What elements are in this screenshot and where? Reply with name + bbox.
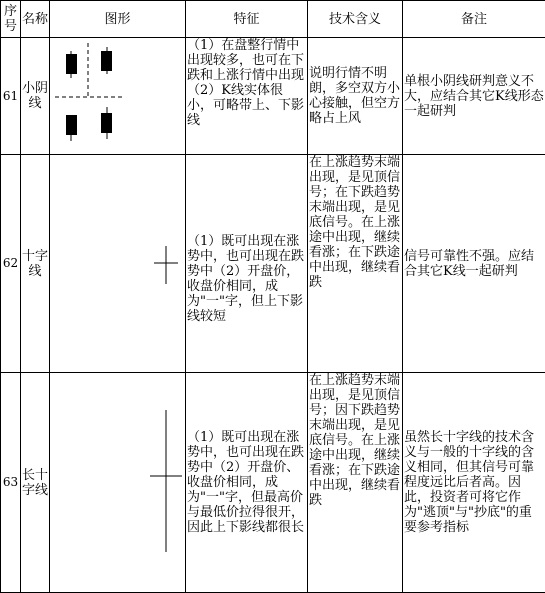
header-name: 名称 <box>21 1 50 38</box>
row-remark: 虽然长十字线的技术含义与一般的十字线的含义相同，但其信号可靠程度远比后者高。因此，投资者可将它作为"逃顶"与"抄底"的重要参考指标 <box>403 373 545 593</box>
header-remark: 备注 <box>403 1 545 38</box>
doji-cross-icon <box>50 155 186 373</box>
row-feature: （1）在盘整行情中出现较多，也可在下跌和上涨行情中出现（2）K线实体很小，可略带上、下影线 <box>186 38 308 155</box>
table-row <box>1 155 545 373</box>
row-remark: 单根小阴线研判意义不大，应结合其它K线形态一起研判 <box>403 38 545 155</box>
header-row <box>1 1 545 38</box>
header-figure: 图形 <box>50 1 186 38</box>
row-name: 十字线 <box>21 155 50 373</box>
row-meaning: 说明行情不明朗，多空双方小心接触，但空方略占上风 <box>308 38 403 155</box>
row-seq: 62 <box>1 155 21 373</box>
long-legged-doji-icon <box>50 373 186 593</box>
row-meaning: 在上涨趋势末端出现，是见顶信号；在下跌趋势末端出现，是见底信号。在上涨途中出现，继续看涨；在下跌途中出现，继续看跌 <box>308 155 403 373</box>
row-feature: （1）既可出现在涨势中，也可出现在跌势中（2）开盘价，收盘价相同，成为"一"字，但上下影线较短 <box>186 155 308 373</box>
row-meaning: 在上涨趋势末端出现，是见顶信号；因下跌趋势末端出现，是见底信号。在上涨途中出现，继续看涨；在下跌途中出现，继续看跌 <box>308 373 403 593</box>
row-seq: 63 <box>1 373 21 593</box>
table-row <box>1 38 545 155</box>
header-feature: 特征 <box>186 1 308 38</box>
row-name: 长十字线 <box>21 373 50 593</box>
row-seq: 61 <box>1 38 21 155</box>
header-seq: 序号 <box>1 1 21 38</box>
row-feature: （1）既可出现在涨势中，也可出现在跌势中（2）开盘价、收盘价相同，成为"一"字，但最高价与最低价拉得很开，因此上下影线都很长 <box>186 373 308 593</box>
table-row <box>1 373 545 593</box>
header-meaning: 技术含义 <box>308 1 403 38</box>
small-bearish-candles-icon <box>50 38 186 155</box>
row-remark: 信号可靠性不强。应结合其它K线一起研判 <box>403 155 545 373</box>
row-name: 小阴线 <box>21 38 50 155</box>
